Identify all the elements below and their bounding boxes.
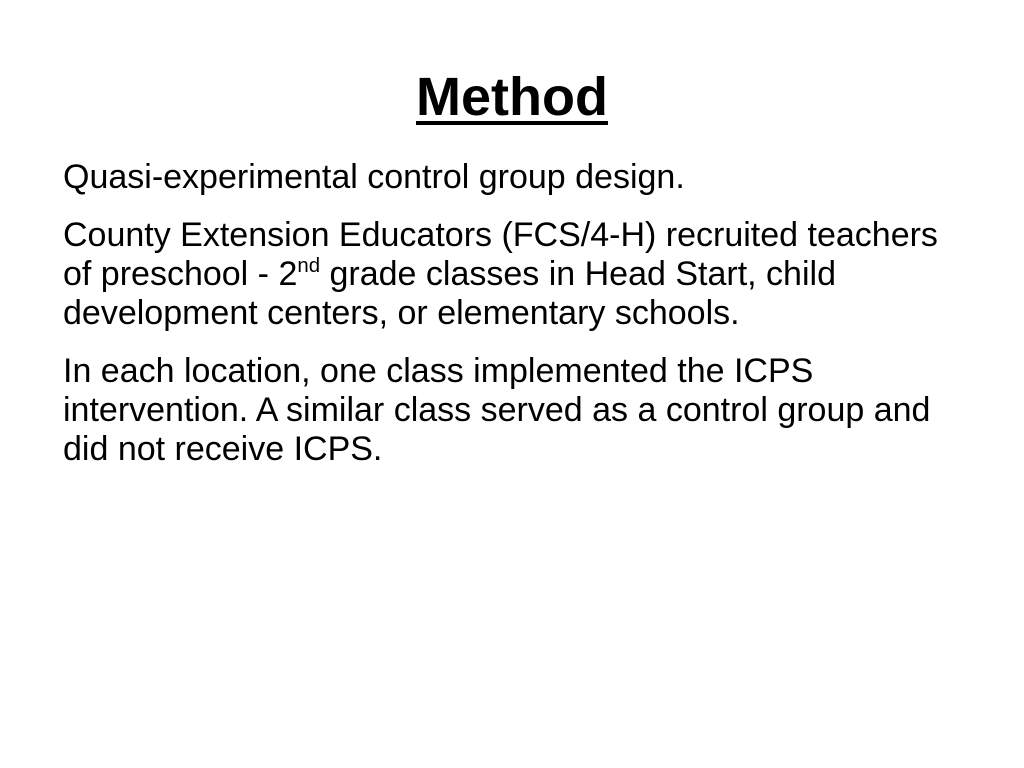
recruitment-text-start: County Extension Educators (FCS/4-H) recruited teachers of preschool - 2 xyxy=(63,216,938,293)
slide-title-text: Method xyxy=(416,67,608,127)
slide-title xyxy=(0,66,1024,128)
slide-body xyxy=(63,158,963,488)
paragraph-intervention: In each location, one class implemented the ICPS intervention. A similar class served as a control group and did not receive ICPS. xyxy=(63,352,931,468)
paragraph-design: Quasi-experimental control group design. xyxy=(63,158,685,196)
recruitment-text-end: grade classes in Head Start, child development centers, or elementary schools. xyxy=(63,255,836,332)
ordinal-superscript: nd xyxy=(297,254,321,277)
paragraph-recruitment xyxy=(63,216,963,333)
